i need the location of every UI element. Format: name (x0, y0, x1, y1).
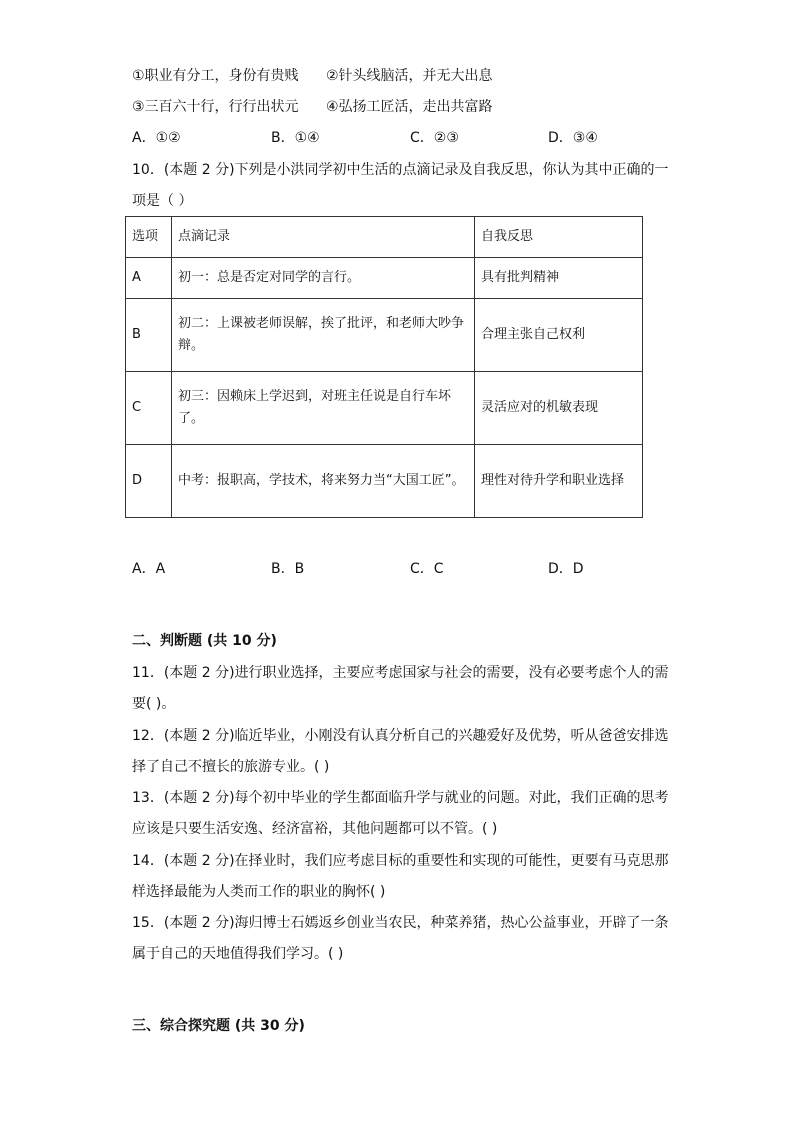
q9-statement-4: ④弘扬工匠活，走出共富路 (326, 99, 493, 115)
q13-line2: 应该是只要生活安逸、经济富裕，其他问题都可以不管。( ) (132, 821, 498, 837)
table-cell-reflection: 灵活应对的机敏表现 (475, 372, 643, 445)
q14-line2: 样选择最能为人类而工作的职业的胸怀( ) (132, 884, 386, 900)
q13-line1: 13．(本题 2 分)每个初中毕业的学生都面临升学与就业的问题。对此，我们正确的思考 (132, 790, 669, 806)
table-cell-option: B (126, 299, 172, 372)
q10-option-c: C．C (410, 561, 444, 577)
q15-line1: 15．(本题 2 分)海归博士石嫣返乡创业当农民，种菜养猪，热心公益事业，开辟了一条 (132, 915, 669, 931)
q14-line1: 14．(本题 2 分)在择业时，我们应考虑目标的重要性和实现的可能性，更要有马克思那 (132, 853, 669, 869)
table-row (126, 258, 643, 299)
q9-statements-row1 (132, 66, 652, 86)
table-row (126, 299, 643, 372)
q12-line2: 择了自己不擅长的旅游专业。( ) (132, 759, 330, 775)
table-cell-option: A (126, 258, 172, 299)
q10-stem-line1: 10．(本题 2 分)下列是小洪同学初中生活的点滴记录及自我反思，你认为其中正确的一 (132, 162, 669, 178)
table-cell-record: 初二：上课被老师误解，挨了批评，和老师大吵争辩。 (172, 299, 475, 372)
table-cell-reflection: 具有批判精神 (475, 258, 643, 299)
q9-statements-row2 (132, 97, 652, 117)
table-cell-record: 初一：总是否定对同学的言行。 (172, 258, 475, 299)
q12-line1: 12．(本题 2 分)临近毕业，小刚没有认真分析自己的兴趣爱好及优势，听从爸爸安排选 (132, 728, 669, 744)
table-header-row (126, 217, 643, 258)
q9-statement-1: ①职业有分工，身份有贵贱 (132, 68, 299, 84)
q10-table (125, 216, 643, 518)
table-cell-reflection: 理性对待升学和职业选择 (475, 445, 643, 518)
q9-option-d: D．③④ (548, 130, 598, 146)
q11-line2: 要( )。 (132, 696, 176, 712)
q9-options (132, 128, 652, 148)
q9-option-a: A．①② (132, 130, 181, 146)
table-cell-reflection: 合理主张自己权利 (475, 299, 643, 372)
q9-option-b: B．①④ (271, 130, 320, 146)
table-cell-record: 中考：报职高，学技术，将来努力当“大国工匠”。 (172, 445, 475, 518)
q11-line1: 11．(本题 2 分)进行职业选择，主要应考虑国家与社会的需要，没有必要考虑个人的需 (132, 665, 669, 681)
table-cell-record: 初三：因赖床上学迟到，对班主任说是自行车坏了。 (172, 372, 475, 445)
q9-statement-2: ②针头线脑活，并无大出息 (326, 68, 493, 84)
table-cell-option: C (126, 372, 172, 445)
table-header-record: 点滴记录 (172, 217, 475, 258)
q15-line2: 属于自己的天地值得我们学习。( ) (132, 946, 344, 962)
q10-option-b: B．B (271, 561, 305, 577)
q10-options (132, 559, 652, 579)
section3-title: 三、综合探究题 (共 30 分) (132, 1018, 305, 1034)
q10-stem-line2: 项是（ ） (132, 193, 193, 209)
q10-option-d: D．D (548, 561, 584, 577)
table-cell-option: D (126, 445, 172, 518)
q10-option-a: A．A (132, 561, 166, 577)
table-row (126, 372, 643, 445)
q9-option-c: C．②③ (410, 130, 459, 146)
q9-statement-3: ③三百六十行，行行出状元 (132, 99, 299, 115)
table-row (126, 445, 643, 518)
table-header-option: 选项 (126, 217, 172, 258)
section2-title: 二、判断题 (共 10 分) (132, 633, 277, 649)
table-header-reflection: 自我反思 (475, 217, 643, 258)
